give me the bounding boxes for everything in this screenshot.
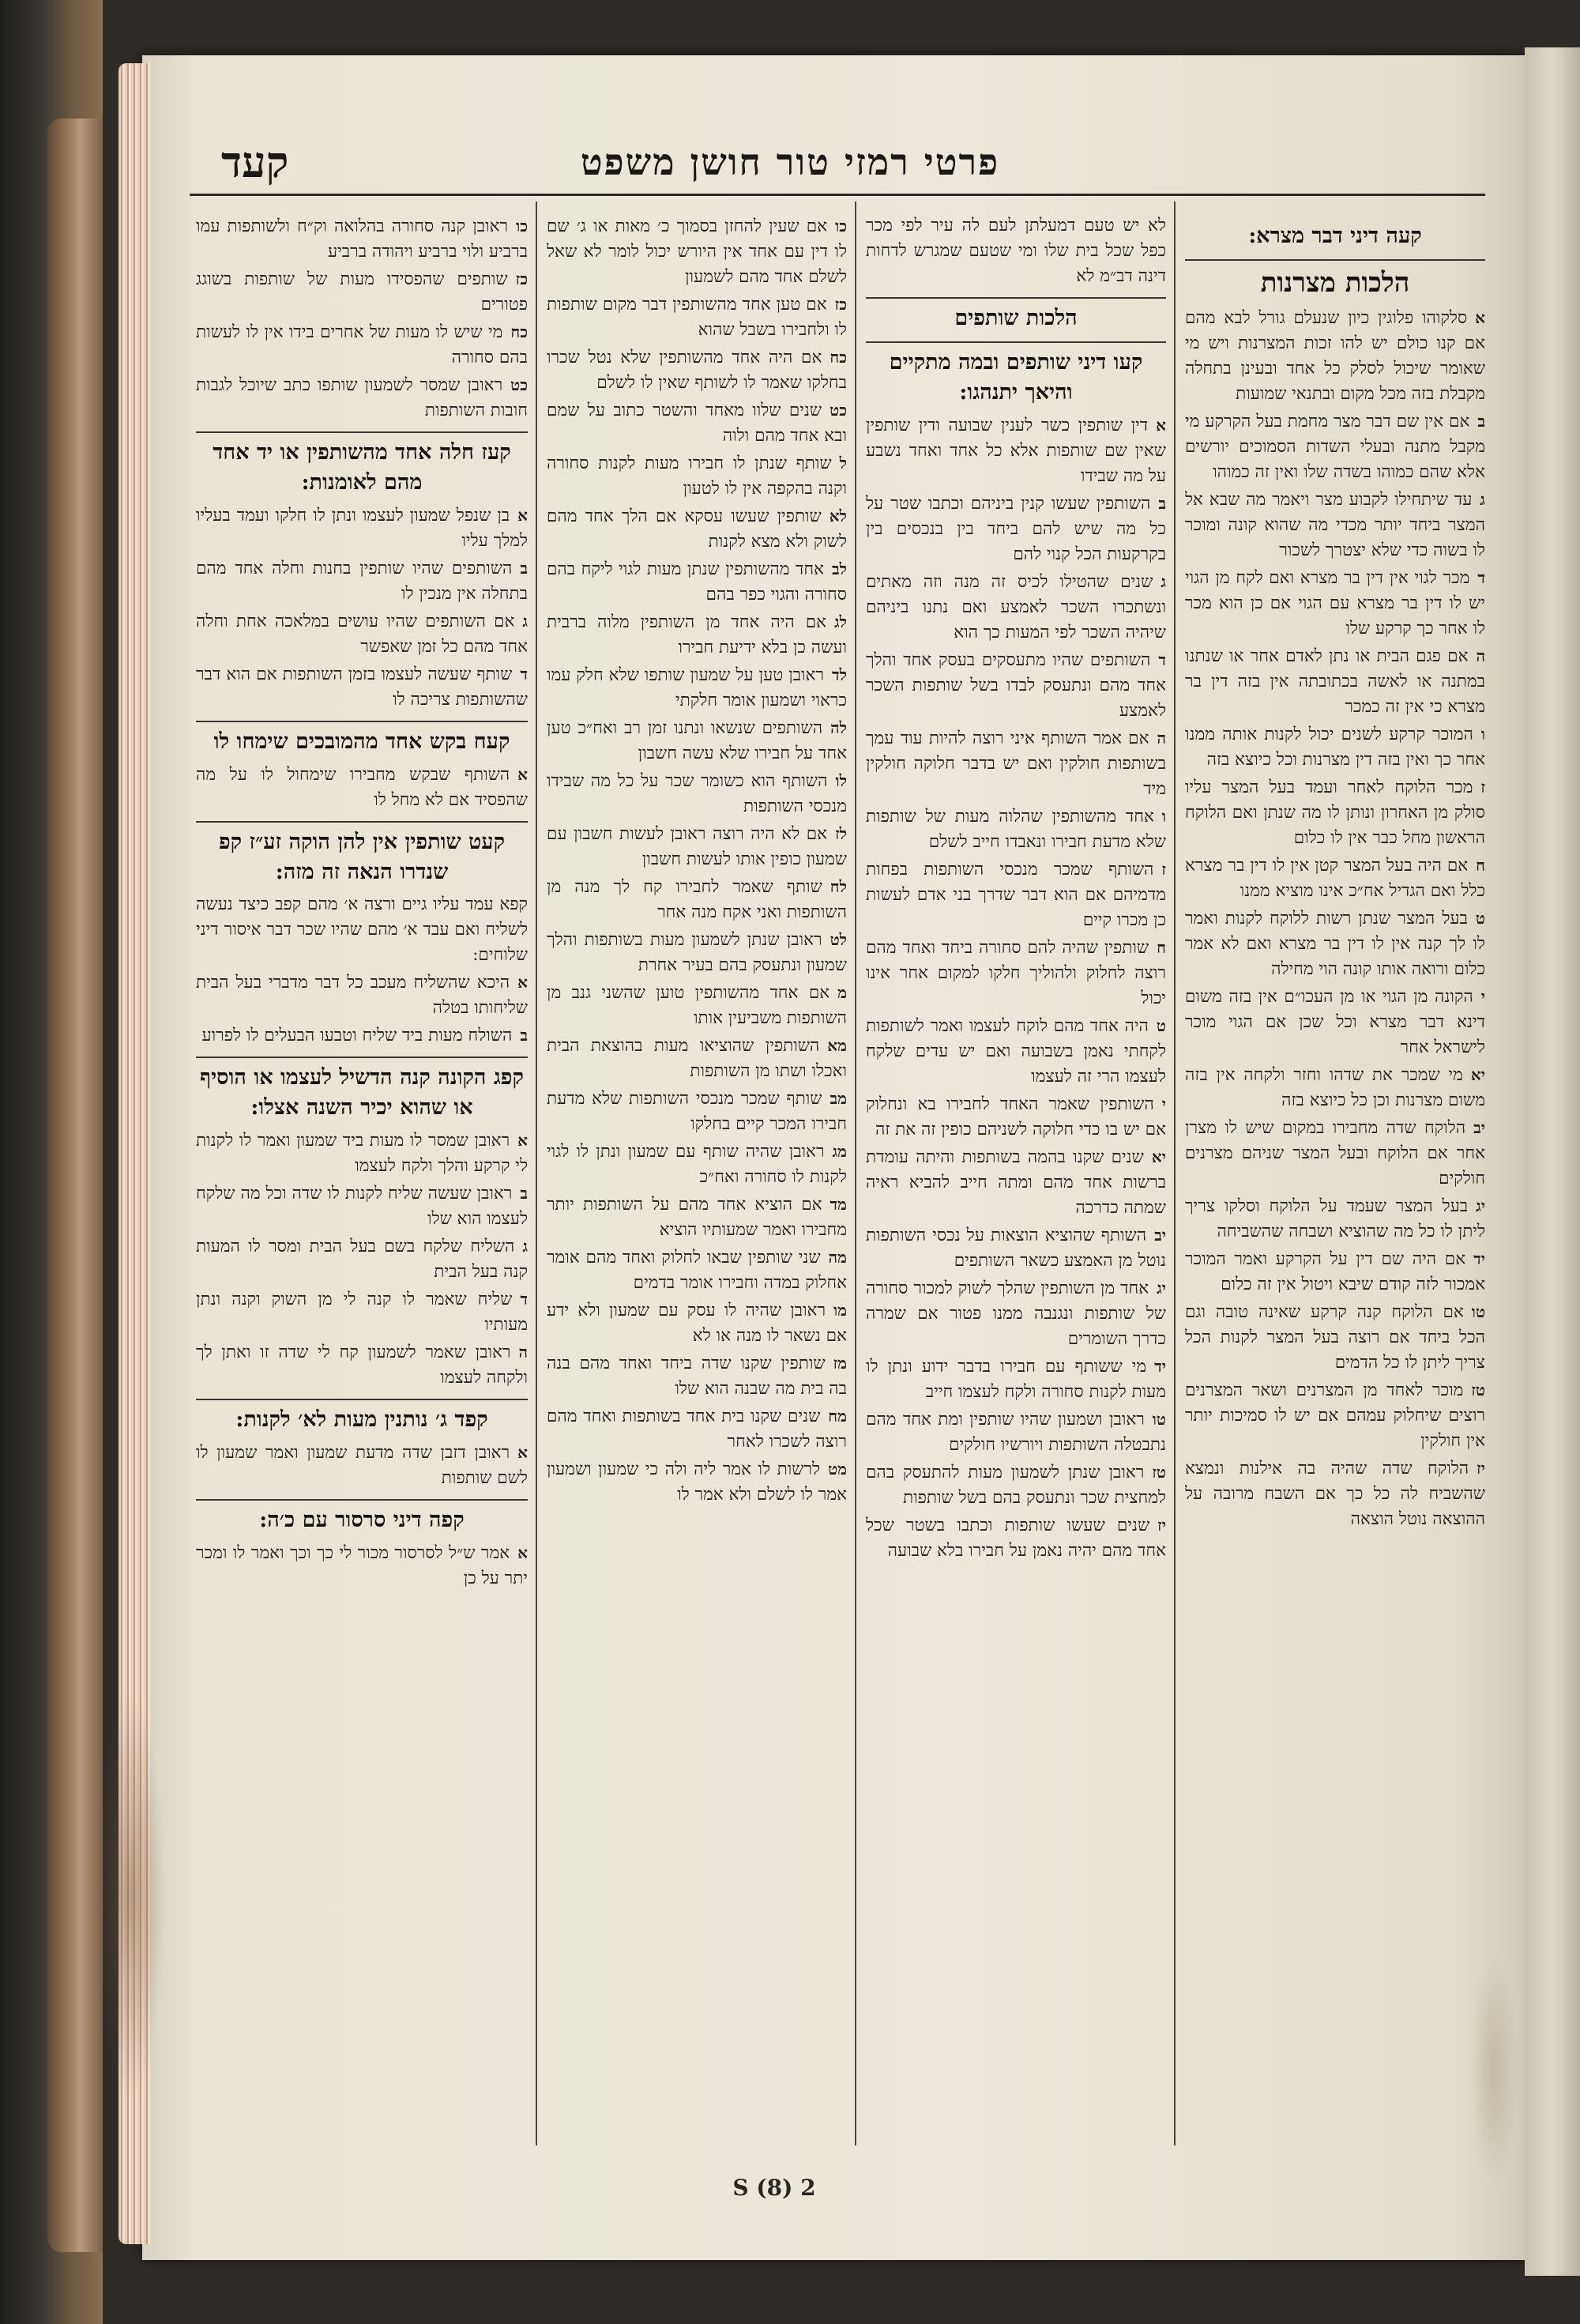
paragraph bbox=[547, 662, 847, 714]
paragraph bbox=[866, 1013, 1166, 1090]
paragraph-text: שני שותפין שבאו לחלוק ואחד מהם אומר אחלוק במדה וחבירו אומר בדמים bbox=[547, 1248, 847, 1293]
paragraph-text: שנים שקנו בהמה בשותפות והיתה עומדת ברשות אחד מהם ומתה חייב להביא ראיה שמתה כדרכה bbox=[866, 1147, 1166, 1218]
paragraph bbox=[547, 556, 847, 608]
paragraph bbox=[196, 1023, 528, 1049]
paragraph-text: אם היה בעל המצר קטן אין לו דין בר מצרא כלל ואם הגדיל אח״כ אינו מוציא ממנו bbox=[1185, 856, 1485, 901]
paragraph-marker: לב bbox=[832, 559, 847, 578]
paragraph-marker: ז bbox=[1480, 778, 1485, 797]
paragraph bbox=[866, 725, 1166, 802]
paragraph-marker: ה bbox=[518, 1343, 528, 1362]
paragraph-marker: ח bbox=[1157, 938, 1166, 957]
section-heading: קעז חלה אחד מהשותפין או יד אחד מהם לאומנות: bbox=[196, 431, 528, 498]
paragraph-text: בן שנפל שמעון לעצמו ונתן לו חלקו ועמד בעליו למלך עליו bbox=[196, 506, 528, 551]
paragraph bbox=[866, 647, 1166, 724]
section-heading: קפה דיני סרסור עם כ׳ה: bbox=[196, 1499, 528, 1535]
paragraph-text: מכר הלוקח לאחר ועמד בעל המצר עליו סולק מן האחרון ונותן לו מה שנתן ואם הלוקח הראשון מחל כבר אין לו כלום bbox=[1185, 778, 1485, 848]
section-heading: קעו דיני שותפים ובמה מתקיים והיאך יתנהגו: bbox=[866, 341, 1166, 408]
paragraph-text: ראובן שהיה שותף עם שמעון ונתן לו לגוי לקנות לו סחורה ואח״כ bbox=[547, 1142, 847, 1187]
paragraph-marker: מז bbox=[833, 1354, 847, 1373]
paragraph bbox=[196, 213, 528, 265]
paragraph-text: מי ששותף עם חבירו בדבר ידוע ונתן לו מעות לקנות סחורה ולקח לעצמו חייב bbox=[866, 1357, 1166, 1402]
paragraph-marker: כז bbox=[834, 295, 847, 314]
paragraph-text: שותף שעשה לעצמו בזמן השותפות אם הוא דבר שהשותפות צריכה לו bbox=[196, 665, 528, 710]
paragraph-text: השותפין שהוציאו מעות בהוצאת הבית ואכלו ושתו מן השותפות bbox=[547, 1036, 847, 1081]
paragraph-marker: טז bbox=[1152, 1463, 1166, 1482]
paragraph bbox=[196, 762, 528, 813]
paragraph-text: ראובן טען על שמעון שותפו שלא חלק עמו כראוי ושמעון אומר חלקתי bbox=[547, 665, 847, 710]
paragraph-marker: י bbox=[1480, 987, 1485, 1006]
paragraph-text: אחד מהשותפין שנתן מעות לגוי ליקח בהם סחורה והגוי כפר בהם bbox=[547, 559, 847, 605]
paragraph-text: סלקוהו פלוגין כיון שנעלם גורל לבא מהם אם קנו כולם יש להו זכות המצרנות ויש מי שאומר שיכול לסלק כל אחד ובעינן בתחלה מקבלת בזה מכל מקום ובתנאי שמועות bbox=[1185, 308, 1485, 404]
paragraph-text: השולח מעות ביד שליח וטבעו הבעלים לו לפרוע bbox=[201, 1026, 513, 1045]
paragraph bbox=[1185, 1246, 1485, 1298]
section-heading: קעה דיני דבר מצרא: bbox=[1248, 224, 1422, 248]
paragraph-marker: לו bbox=[835, 771, 847, 790]
paragraph bbox=[1185, 1377, 1485, 1454]
paragraph bbox=[547, 1403, 847, 1455]
paragraph-marker: יז bbox=[1477, 1459, 1485, 1478]
paragraph bbox=[866, 1275, 1166, 1352]
paragraph bbox=[196, 970, 528, 1021]
paragraph-marker: לד bbox=[832, 665, 847, 684]
paragraph-text: אם אמר השותף איני רוצה להיות עוד עמך בשותפות חולקין ואם יש בדבר חלוקה חולקין מיד bbox=[866, 729, 1166, 799]
paragraph-marker: ד bbox=[520, 1290, 528, 1309]
paragraph-marker: מא bbox=[827, 1036, 847, 1055]
paragraph bbox=[547, 768, 847, 819]
paragraph-marker: ח bbox=[1476, 856, 1485, 875]
paragraph bbox=[866, 1460, 1166, 1511]
paragraph-text: מוכר לאחד מן המצרנים ושאר המצרנים רוצים שיחלוק עמהם אם יש לו סמיכות יותר אין חולקין bbox=[1185, 1380, 1485, 1451]
paragraph bbox=[547, 821, 847, 872]
paragraph-marker: ב bbox=[1158, 494, 1166, 513]
paragraph-marker: טז bbox=[1471, 1380, 1485, 1399]
paragraph-marker: י bbox=[1161, 1094, 1166, 1113]
paragraph-text: אם הלוקח קנה קרקע שאינה טובה וגם הכל ביחד אם רוצה בעל המצר לקנות הכל צריך ליתן לו כל הדמים bbox=[1185, 1302, 1485, 1373]
paragraph-text: השליח שלקח בשם בעל הבית ומסר לו המעות קנה בעל הבית bbox=[196, 1237, 528, 1282]
paragraph bbox=[866, 213, 1166, 289]
paragraph-marker: לט bbox=[830, 930, 847, 949]
paragraph-text: מי שיש לו מעות של אחרים בידו אין לו לעשות בהם סחורה bbox=[196, 322, 528, 367]
paragraph bbox=[1185, 721, 1485, 773]
paragraph-marker: יג bbox=[1157, 1279, 1166, 1298]
paragraph-text: שותפין שקנו שדה ביחד ואחד מהם בנה בה בית מה שבנה הוא שלו bbox=[547, 1354, 847, 1399]
printer-signature: S (8) 2 bbox=[732, 2175, 816, 2201]
section-heading: הלכות מצרנות bbox=[1185, 259, 1485, 300]
paragraph-text: אמר ש״ל לסרסור מכור לי כך וכך ואמר לו ומכר יתר על כן bbox=[196, 1543, 528, 1588]
paragraph-text: אם היה אחד מן השותפין מלוה ברבית ועשה כן בלא ידיעת חבירו bbox=[547, 612, 847, 657]
paragraph bbox=[547, 1086, 847, 1137]
paragraph-text: שנים שלוו מאחד והשטר כתוב על שמם ובא אחד מהם ולוה bbox=[547, 401, 847, 446]
paragraph-text: ראובן שעשה שליח לקנות לו שדה וכל מה שלקח לעצמו הוא שלו bbox=[196, 1184, 528, 1229]
paragraph-text: אחד מהשותפין שהלוה מעות של שותפות שלא מדעת חבירו ונאבדו חייב לשלם bbox=[866, 807, 1166, 852]
paragraph bbox=[547, 397, 847, 449]
paragraph bbox=[547, 927, 847, 978]
paragraph bbox=[547, 1139, 847, 1190]
paragraph-text: ראובן שהיה לו עסק עם שמעון ולא ידע אם נשאר לו מנה או לא bbox=[547, 1301, 847, 1346]
paragraph-text: השותף שהוציא הוצאות על נכסי השותפות נוטל מן האמצע כשאר השותפים bbox=[866, 1226, 1166, 1271]
paragraph-marker: כח bbox=[830, 348, 847, 367]
paragraph-text: היכא שהשליח מעכב כל דבר מדברי בעל הבית שליחותו בטלה bbox=[196, 973, 528, 1018]
paragraph bbox=[196, 503, 528, 554]
paragraph bbox=[1185, 853, 1485, 904]
paragraph-text: אחד מן השותפין שהלך לשוק למכור סחורה של שותפות ונגנבה ממנו פטור אם שמרה כדרך השומרים bbox=[866, 1279, 1166, 1349]
paragraph bbox=[866, 1354, 1166, 1405]
paragraph-text: מכר לגוי אין דין בר מצרא ואם לקח מן הגוי יש לו דין בר מצרא עם הגוי אם כן הוא מכר לו אחר כך קרקע שלו bbox=[1185, 568, 1485, 638]
paragraph-marker: א bbox=[517, 765, 528, 784]
paragraph-text: אם לא היה רוצה ראובן לעשות חשבון עם שמעון כופין אותו לעשות חשבון bbox=[547, 824, 847, 869]
paragraph-marker: מה bbox=[828, 1248, 847, 1267]
paragraph-marker: ד bbox=[1158, 650, 1166, 669]
paragraph-marker: ט bbox=[1156, 1016, 1166, 1035]
paragraph-marker: מט bbox=[828, 1460, 847, 1478]
paragraph-text: הקונה מן הגוי או מן העכו״ם אין בזה משום דינא דבר מצרא וכל שכן אם הגוי מוכר לישראל אחר bbox=[1185, 987, 1485, 1057]
paragraph bbox=[866, 804, 1166, 855]
paragraph-text: אם היה אחד מהשותפין שלא נטל שכרו בחלקו שאמר לו לשותף שאין לו לשלם bbox=[547, 348, 847, 393]
paragraph bbox=[196, 1286, 528, 1338]
section-heading: קעח בקש אחד מהמובכים שימחו לו bbox=[196, 721, 528, 757]
paragraph bbox=[196, 1540, 528, 1591]
paragraph-marker: ג bbox=[522, 1237, 528, 1256]
paragraph bbox=[866, 1222, 1166, 1274]
paragraph bbox=[196, 556, 528, 607]
paragraph-marker: א bbox=[517, 1543, 528, 1562]
paragraph-marker: ג bbox=[1480, 490, 1485, 509]
section-heading: קפד ג׳ נותנין מעות לא׳ לקנות: bbox=[196, 1399, 528, 1435]
paragraph-text: קפא עמד עליו גיים ורצה א׳ מהם קפב כיצד נעשה לשליח ואם עבד א׳ מהם שהיו שכר דבר איסור דיני שלוחים: bbox=[196, 895, 528, 965]
paragraph bbox=[196, 608, 528, 660]
paragraph-text: המוכר קרקע לשנים יכול לקנות אותה ממנו אחר כך ואין בזה דין מצרנות וכל כיוצא בזה bbox=[1185, 725, 1485, 770]
paragraph-marker: מב bbox=[830, 1089, 847, 1108]
text-column-1 bbox=[1185, 213, 1485, 2161]
paragraph-text: שותפים שהפסידו מעות של שותפות בשוגג פטורים bbox=[196, 269, 528, 315]
paragraph-text: ראובן שנתן לשמעון מעות להתעסק בהם למחצית שכר ונתעסק בהם בשל שותפות bbox=[866, 1463, 1166, 1508]
paragraph bbox=[1185, 487, 1485, 563]
paragraph-text: שנים שעשו שותפות וכתבו בשטר שכל אחד מהם יהיה נאמן על חבירו בלא שבועה bbox=[866, 1516, 1166, 1561]
paragraph-marker: ט bbox=[1475, 909, 1485, 928]
paragraph-marker: ב bbox=[520, 1184, 528, 1203]
paragraph-marker: מח bbox=[828, 1407, 847, 1426]
paragraph-text: אם השותפים שהיו עושים במלאכה אחת וחלה אחד מהם כל זמן שאפשר bbox=[196, 612, 528, 657]
paragraph bbox=[547, 874, 847, 925]
paragraph bbox=[196, 1440, 528, 1491]
paragraph-marker: ו bbox=[1480, 725, 1485, 744]
paragraph-text: אם הוציא אחד מהם על השותפות יותר מחבירו ואמר שמעותיו הוציא bbox=[547, 1195, 847, 1240]
paragraph bbox=[196, 1128, 528, 1179]
paragraph bbox=[196, 1181, 528, 1232]
paragraph bbox=[1185, 643, 1485, 720]
paragraph bbox=[1185, 774, 1485, 851]
paragraph bbox=[196, 372, 528, 424]
paragraph-text: ראובן קנה סחורה בהלואה וק״ח ולשותפות עמו ברביע ולוי ברביע ויהודה ברביע bbox=[196, 217, 528, 262]
paragraph bbox=[1185, 1062, 1485, 1113]
paragraph-text: הלוקח שדה מחבירו במקום שיש לו מצרן אחר אם הלוקח ובעל המצר שניהם מצרנים חולקים bbox=[1185, 1118, 1485, 1188]
printed-area bbox=[190, 130, 1485, 2232]
paragraph-marker: א bbox=[1156, 416, 1166, 435]
paragraph-marker: יב bbox=[1154, 1226, 1166, 1245]
paragraph-text: השותף שבקש מחבירו שימחול לו על מה שהפסיד אם לא מחל לו bbox=[196, 765, 528, 810]
binding-stain bbox=[95, 1691, 166, 2102]
paragraph-marker: לח bbox=[830, 877, 847, 896]
paragraph-text: השותפים שנשאו ונתנו זמן רב ואח״כ טען אחד על חבירו שלא עשה חשבון bbox=[547, 718, 847, 763]
paragraph-text: בעל המצר שנתן רשות ללוקח לקנות ואמר לו לך קנה אין לו דין בר מצרא ואם לא אמר כלום ורואה אותו קונה הוי מחילה bbox=[1185, 909, 1485, 979]
text-column-2 bbox=[866, 213, 1166, 2161]
paragraph-marker: מג bbox=[832, 1142, 847, 1161]
text-column-4 bbox=[196, 213, 528, 2161]
paragraph-marker: יא bbox=[1470, 1065, 1485, 1084]
section-heading: הלכות שותפים bbox=[866, 297, 1166, 333]
paragraph-text: השותפין שעשו קנין ביניהם וכתבו שטר על כל מה שיש להם ביחד בין בנכסים בין בקרקעות הכל קנוי להם bbox=[866, 494, 1166, 564]
paragraph-marker: ג bbox=[522, 612, 528, 631]
paragraph-marker: ג bbox=[1161, 572, 1166, 591]
paragraph bbox=[547, 1245, 847, 1296]
paragraph-text: השותפים שהיו שותפין בחנות וחלה אחד מהם בתחלה אין מנכין לו bbox=[196, 559, 528, 604]
paragraph-marker: ב bbox=[520, 1026, 528, 1045]
paragraph bbox=[547, 1192, 847, 1243]
column-rule bbox=[536, 202, 537, 2145]
paragraph bbox=[547, 1033, 847, 1084]
paragraph bbox=[547, 1350, 847, 1402]
paragraph-text: אם אחד מהשותפין טוען שהשני גנב מן השותפות משביעין אותו bbox=[547, 983, 847, 1028]
paragraph-text: ראובן ושמעון שהיו שותפין ומת אחד מהם נתבטלה השותפות ויורשיו חולקים bbox=[866, 1410, 1166, 1455]
paragraph-marker: יב bbox=[1473, 1118, 1485, 1137]
next-page-edge bbox=[1525, 47, 1580, 2276]
paragraph bbox=[547, 345, 847, 396]
paragraph-marker: יד bbox=[1473, 1249, 1485, 1268]
paragraph bbox=[866, 569, 1166, 646]
paragraph-text: שותפין שעשו עסקא אם הלך אחד מהם לשוק ולא מצא לקנות bbox=[547, 507, 847, 552]
paragraph bbox=[547, 1298, 847, 1349]
paragraph-text: בעל המצר שעמד על הלוקח וסלקו צריך ליתן לו כל מה שהוציא ושבחה שהשביחה bbox=[1185, 1196, 1485, 1241]
text-column-3 bbox=[547, 213, 847, 2161]
folio-number: קעד bbox=[221, 137, 289, 187]
section-heading: קפג הקונה קנה הדשיל לעצמו או הוסיף או שהוא יכיר השנה אצלו: bbox=[196, 1057, 528, 1123]
paragraph-text: דין שותפין כשר לענין שבועה ודין שותפין שאין שם שותפות אלא כל אחד ואחד נשבע על מה שבידו bbox=[866, 416, 1166, 486]
paragraph-text: שותף שאמר לחבירו קח לך מנה מן השותפות ואני אקח מנה אחר bbox=[547, 877, 847, 922]
paragraph-marker: כט bbox=[510, 375, 528, 394]
paragraph-text: מי שמכר את שדהו וחזר ולקחה אין בזה משום מצרנות וכן כל כיוצא בזה bbox=[1185, 1065, 1485, 1110]
paragraph-marker: א bbox=[1475, 308, 1485, 327]
section-heading: קעט שותפין אין להן הוקה זע״ז קפ שנדרו הנאה זה מזה: bbox=[196, 821, 528, 887]
paragraph-marker: יג bbox=[1476, 1196, 1485, 1215]
paragraph bbox=[196, 892, 528, 968]
paragraph-text: ראובן שמסר לו מעות ביד שמעון ואמר לו לקנות לי קרקע והלך ולקח לעצמו bbox=[196, 1131, 528, 1176]
paragraph-text: עד שיתחילו לקבוע מצר ויאמר מה שבא אל המצר ביחד יותר מכדי מה שהוא קונה ומוכר לו בשוה כדי שלא יצטרך לשכור bbox=[1185, 490, 1485, 560]
book-page bbox=[142, 55, 1525, 2260]
paragraph bbox=[196, 1339, 528, 1391]
paragraph bbox=[1185, 1456, 1485, 1532]
paragraph bbox=[1185, 1299, 1485, 1376]
paragraph-marker: יא bbox=[1151, 1147, 1166, 1166]
column-rule bbox=[1174, 202, 1176, 2145]
paragraph-text: אם אין שם דבר מצר מחמת בעל הקרקע מי מקבל מתנה ובעלי השדות הסמוכים יורשים אלא שהם כמוהו בשדה שלו ואין זה כמוהו bbox=[1185, 412, 1485, 482]
paragraph bbox=[866, 857, 1166, 933]
paragraph bbox=[866, 1407, 1166, 1458]
paragraph-text: הלוקח שדה שהיה בה אילנות ונמצא שהשביח לה כל כך אם השבח מרובה על ההוצאה נוטל הוצאה bbox=[1185, 1459, 1485, 1529]
paragraph-marker: מ bbox=[837, 983, 847, 1002]
paragraph bbox=[1185, 565, 1485, 642]
paragraph-text: ראובן שנתן לשמעון מעות בשותפות והלך שמעון ונתעסק בהם בעיר אחרת bbox=[547, 930, 847, 975]
paragraph-text: היה אחד מהם לוקח לעצמו ואמר לשותפות לקחתי נאמן בשבועה ואם יש עדים שלקח לעצמו הרי זה לעצמו bbox=[866, 1016, 1166, 1087]
paragraph-marker: ב bbox=[520, 559, 528, 578]
paragraph-marker: א bbox=[517, 1443, 528, 1462]
paragraph-text: שנים שהטילו לכיס זה מנה וזה מאתים ונשתכרו השכר לאמצע ואם נתנו ביניהם שיהיה השכר לפי המעות כך הוא bbox=[866, 572, 1166, 642]
paragraph bbox=[547, 503, 847, 555]
paragraph bbox=[1185, 305, 1485, 407]
paragraph bbox=[196, 661, 528, 713]
paragraph-text: השותפין שאמר האחד לחבירו בא ונחלוק אם יש בו כדי חלוקה לשניהם כופין זה את זה bbox=[866, 1094, 1166, 1139]
paragraph bbox=[866, 1091, 1166, 1143]
paragraph bbox=[866, 491, 1166, 567]
paragraph-marker: ו bbox=[1161, 807, 1166, 826]
paragraph bbox=[866, 1144, 1166, 1221]
paragraph bbox=[1185, 906, 1485, 982]
paragraph bbox=[1185, 1115, 1485, 1192]
paragraph-marker: כו bbox=[835, 217, 847, 235]
paragraph bbox=[196, 266, 528, 318]
paragraph-text: השותף שמכר מנכסי השותפות בפחות מדמיהם אם הוא דבר שדרך בני אדם לעשות כן מכרו קיים bbox=[866, 860, 1166, 930]
paragraph-marker: ל bbox=[839, 454, 847, 473]
paragraph bbox=[866, 1512, 1166, 1564]
paragraph bbox=[547, 213, 847, 290]
paragraph-text: ראובן שאמר לשמעון קח לי שדה זו ואתן לך ולקחה לעצמו bbox=[196, 1343, 528, 1388]
paragraph-text: שותף שנתן לו חבירו מעות לקנות סחורה וקנה בהקפה אין לו לטעון bbox=[547, 454, 847, 499]
paragraph-marker: ה bbox=[1157, 729, 1166, 748]
header-rule bbox=[190, 194, 1485, 196]
paragraph bbox=[1185, 984, 1485, 1060]
paragraph-text: ראובן דזבן שדה מדעת שמעון ואמר שמעון לו לשם שותפות bbox=[196, 1443, 528, 1488]
paragraph-marker: ה bbox=[1476, 646, 1485, 665]
paragraph-marker: טו bbox=[1152, 1410, 1166, 1429]
paragraph-marker: כו bbox=[516, 217, 528, 235]
paragraph-text: לא יש טעם דמעלתן לעם לה עיר לפי מכר כפל שכל בית שלו ומי שטעם שמגרש לדחות דינה דב״מ לא bbox=[866, 216, 1166, 286]
paragraph-marker: א bbox=[517, 973, 528, 992]
paragraph bbox=[547, 609, 847, 661]
paragraph bbox=[866, 412, 1166, 489]
paragraph bbox=[547, 1456, 847, 1508]
paragraph bbox=[547, 715, 847, 767]
paragraph-marker: ב bbox=[1477, 412, 1485, 431]
paragraph-marker: לה bbox=[830, 718, 847, 737]
paragraph-marker: לא bbox=[829, 507, 847, 525]
paragraph-marker: טו bbox=[1471, 1302, 1485, 1321]
paragraph-text: שליח שאמר לו קנה לי מן השוק וקנה ונתן מעותיו bbox=[196, 1290, 528, 1335]
paragraph bbox=[1185, 409, 1485, 485]
paragraph-text: לרשות לו אמר ליה ולה כי שמעון ושמעון אמר לו לשלם ולא אמר לו bbox=[547, 1460, 847, 1505]
paragraph-marker: יד bbox=[1154, 1357, 1166, 1376]
paragraph-marker: מו bbox=[833, 1301, 847, 1320]
page-stain bbox=[1469, 1952, 1517, 2189]
paragraph-marker: לג bbox=[834, 612, 847, 631]
paragraph-text: אם פגם הבית או נתן לאדם אחר או שנתנו במתנה או לאשה בכתובתה אין בזה דין בר מצרא כי אין זה כמכר bbox=[1185, 646, 1485, 717]
paragraph-text: השותף הוא כשומר שכר על כל מה שבידו מנכסי השותפות bbox=[547, 771, 847, 816]
running-title: פרטי רמזי טור חושן משפט bbox=[580, 141, 1000, 183]
paragraph bbox=[196, 319, 528, 371]
paragraph-text: ראובן שמסר לשמעון שותפו כתב שיוכל לגבות חובות השותפות bbox=[196, 375, 528, 420]
paragraph-marker: א bbox=[517, 506, 528, 525]
paragraph bbox=[547, 450, 847, 502]
paragraph-marker: כט bbox=[830, 401, 847, 420]
paragraph-marker: כז bbox=[515, 269, 528, 288]
paragraph bbox=[196, 1234, 528, 1285]
paragraph bbox=[547, 292, 847, 343]
paragraph-marker: ז bbox=[1161, 860, 1166, 879]
paragraph bbox=[547, 980, 847, 1031]
paragraph-marker: מד bbox=[830, 1195, 847, 1214]
paragraph-marker: יז bbox=[1157, 1516, 1166, 1535]
paragraph-text: השותפים שהיו מתעסקים בעסק אחד והלך אחד מהם ונתעסק לבדו בשל שותפות השכר לאמצע bbox=[866, 650, 1166, 721]
paragraph-text: אם היה שם דין על הקרקע ואמר המוכר אמכור לזה קודם שיבא ויטול אין זה כלום bbox=[1185, 1249, 1485, 1294]
paragraph-marker: לז bbox=[835, 824, 847, 843]
paragraph-text: שותפין שהיה להם סחורה ביחד ואחד מהם רוצה לחלוק ולהוליך חלקו למקום אחר אינו יכול bbox=[866, 938, 1166, 1008]
paragraph-marker: ד bbox=[1477, 568, 1485, 587]
paragraph-marker: ד bbox=[520, 665, 528, 684]
paragraph-marker: א bbox=[517, 1131, 528, 1150]
paragraph-text: שנים שקנו בית אחד בשותפות ואחד מהם רוצה לשכרו לאחר bbox=[547, 1407, 847, 1452]
paragraph bbox=[1185, 1193, 1485, 1245]
paragraph bbox=[866, 935, 1166, 1011]
column-rule bbox=[855, 202, 856, 2145]
paragraph-text: אם שעין להחזן בסמוך כ׳ מאות או ג׳ שם לו דין עם אחד אין היורש יכול לומר לא שאל לשלם אחד מהם לשמעון bbox=[547, 217, 847, 287]
paragraph-text: אם טען אחד מהשותפין דבר מקום שותפות לו ולחבירו בשבל שהוא bbox=[547, 295, 847, 340]
paragraph-text: שותף שמכר מנכסי השותפות שלא מדעת חבירו המכר קיים בחלקו bbox=[547, 1089, 847, 1134]
paragraph-marker: כח bbox=[510, 322, 528, 341]
